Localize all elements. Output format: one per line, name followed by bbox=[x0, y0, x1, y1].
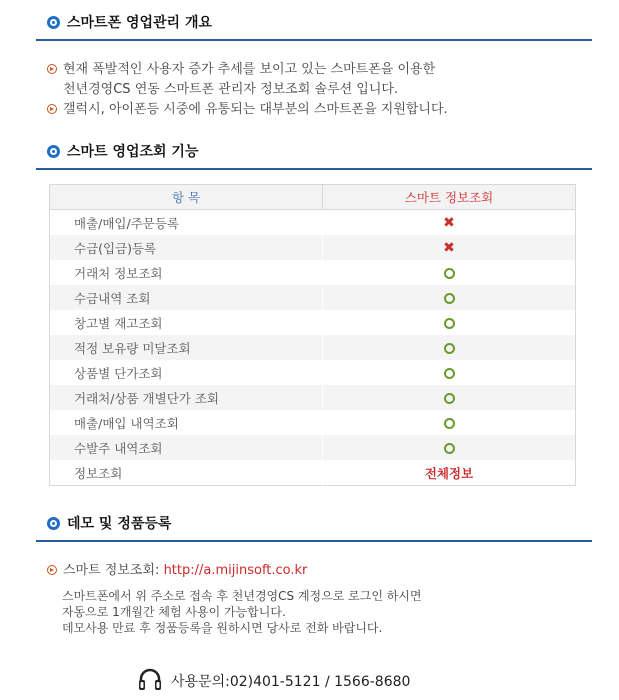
x-mark-icon: ✖ bbox=[443, 214, 455, 231]
circle-check-icon bbox=[444, 343, 455, 354]
overview-title: 스마트폰 영업관리 개요 bbox=[67, 15, 212, 31]
circle-check-icon bbox=[444, 418, 455, 429]
demo-paragraph-1: 스마트폰에서 위 주소로 접속 후 천년경영CS 계정으로 로그인 하시면 bbox=[62, 589, 422, 603]
section-divider bbox=[36, 540, 592, 542]
contact-text: 사용문의:02)401-5121 / 1566-8680 bbox=[171, 674, 411, 690]
feature-support bbox=[323, 260, 576, 285]
feature-name: 거래처/상품 개별단가 조회 bbox=[50, 385, 323, 410]
table-row bbox=[50, 410, 576, 435]
functions-table-body bbox=[50, 210, 576, 486]
demo-url-link[interactable]: http://a.mijinsoft.co.kr bbox=[163, 563, 308, 578]
table-row bbox=[50, 260, 576, 285]
table-row bbox=[50, 360, 576, 385]
circle-check-icon bbox=[444, 393, 455, 404]
table-row bbox=[50, 210, 576, 236]
column-header-item: 항 목 bbox=[50, 185, 323, 210]
feature-support bbox=[323, 435, 576, 460]
demo-title: 데모 및 정품등록 bbox=[67, 516, 172, 532]
functions-title: 스마트 영업조회 기능 bbox=[67, 144, 199, 160]
table-row bbox=[50, 435, 576, 460]
feature-name: 상품별 단가조회 bbox=[74, 365, 163, 381]
feature-support bbox=[323, 285, 576, 310]
circle-check-icon bbox=[444, 293, 455, 304]
feature-name: 수금(입금)등록 bbox=[50, 235, 323, 260]
overview-line-1b: 천년경영CS 연동 스마트폰 관리자 정보조회 솔루션 입니다. bbox=[63, 82, 399, 97]
table-row bbox=[50, 335, 576, 360]
feature-support bbox=[323, 360, 576, 385]
circle-bullet-icon bbox=[47, 145, 60, 158]
overview-line-2: 갤럭시, 아이폰등 시중에 유통되는 대부분의 스마트폰을 지원합니다. bbox=[47, 98, 448, 117]
circle-bullet-icon bbox=[47, 16, 60, 29]
section-divider bbox=[36, 39, 592, 41]
feature-name: 매출/매입/주문등록 bbox=[74, 215, 180, 231]
circle-check-icon bbox=[444, 368, 455, 379]
contact-info bbox=[137, 667, 410, 697]
feature-support bbox=[323, 410, 576, 435]
full-info-label: 전체정보 bbox=[424, 465, 474, 481]
section-divider bbox=[36, 168, 592, 170]
feature-name: 정보조회 bbox=[74, 465, 123, 481]
feature-support bbox=[323, 310, 576, 335]
feature-support bbox=[323, 210, 576, 236]
functions-table bbox=[49, 184, 576, 486]
feature-support bbox=[323, 385, 576, 410]
feature-support bbox=[323, 335, 576, 360]
x-mark-icon: ✖ bbox=[443, 239, 455, 256]
headset-icon bbox=[137, 667, 163, 697]
feature-support bbox=[323, 460, 576, 486]
demo-label: 스마트 정보조회: bbox=[63, 563, 160, 578]
demo-paragraph-2: 자동으로 1개월간 체험 사용이 가능합니다. bbox=[62, 605, 286, 619]
arrow-bullet-icon bbox=[47, 104, 57, 114]
table-row bbox=[50, 460, 576, 486]
feature-name: 수금내역 조회 bbox=[50, 285, 323, 310]
feature-name: 적정 보유량 미달조회 bbox=[50, 335, 323, 360]
table-row bbox=[50, 285, 576, 310]
demo-url-line bbox=[47, 559, 307, 578]
circle-check-icon bbox=[444, 268, 455, 279]
table-row bbox=[50, 235, 576, 260]
feature-name: 매출/매입 내역조회 bbox=[74, 415, 179, 431]
feature-name: 창고별 재고조회 bbox=[74, 315, 163, 331]
table-row bbox=[50, 385, 576, 410]
feature-name: 수발주 내역조회 bbox=[50, 435, 323, 460]
demo-paragraph-3: 데모사용 만료 후 정품등록을 원하시면 당사로 전화 바랍니다. bbox=[62, 621, 383, 635]
feature-support bbox=[323, 235, 576, 260]
overview-line-1: 현재 폭발적인 사용자 증가 추세를 보이고 있는 스마트폰을 이용한 bbox=[47, 58, 435, 77]
table-row bbox=[50, 310, 576, 335]
feature-name: 거래처 정보조회 bbox=[74, 265, 163, 281]
column-header-smart: 스마트 정보조회 bbox=[323, 185, 576, 210]
arrow-bullet-icon bbox=[47, 64, 57, 74]
arrow-bullet-icon bbox=[47, 565, 57, 575]
circle-bullet-icon bbox=[47, 517, 60, 530]
circle-check-icon bbox=[444, 443, 455, 454]
circle-check-icon bbox=[444, 318, 455, 329]
